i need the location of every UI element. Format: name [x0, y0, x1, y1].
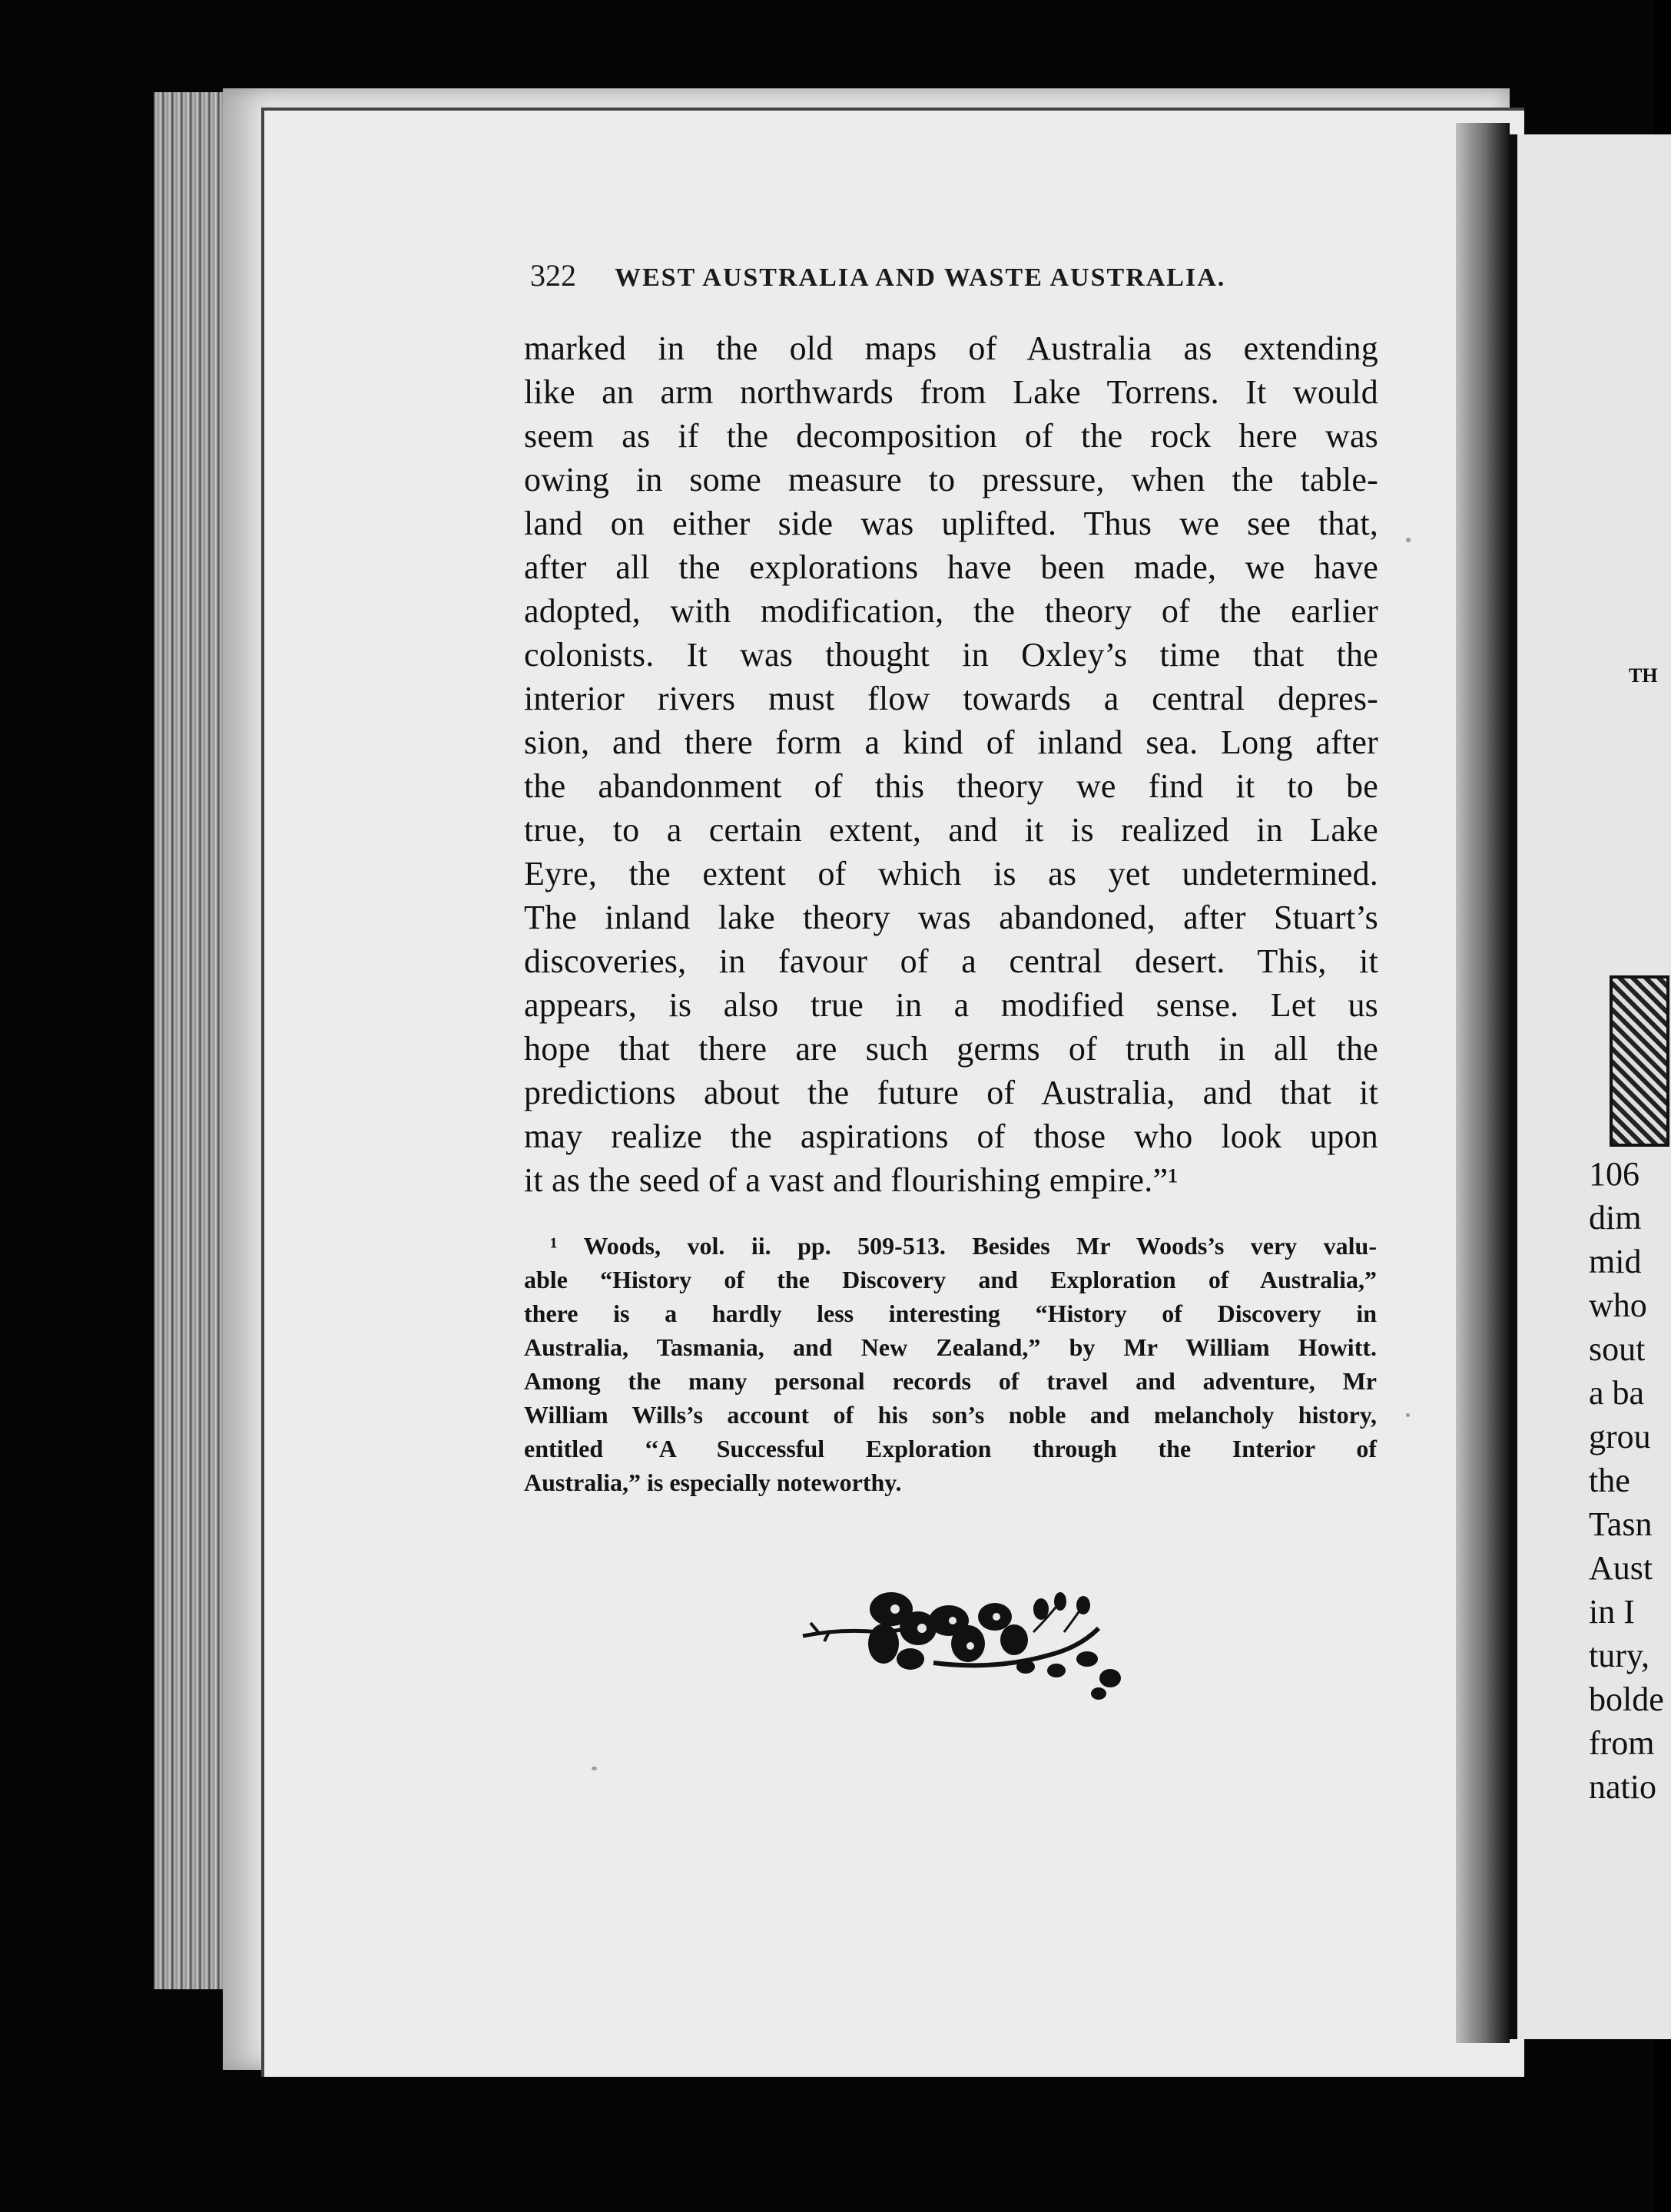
recto-text-line: 106	[1589, 1155, 1640, 1193]
body-text-line: after all the explorations have been made, we have	[524, 548, 1378, 586]
body-text-line: seem as if the decomposition of the rock here was	[524, 417, 1378, 455]
body-text-line: marked in the old maps of Australia as extending	[524, 329, 1378, 367]
footnote-line: there is a hardly less interesting “History of Discovery in	[524, 1300, 1377, 1327]
body-text-line: true, to a certain extent, and it is realized in Lake	[524, 811, 1378, 849]
recto-text-line: dim	[1589, 1199, 1642, 1237]
body-text-line: sion, and there form a kind of inland sea. Long after	[524, 724, 1378, 761]
recto-text-line: tury,	[1589, 1637, 1650, 1674]
recto-text-line: bolde	[1589, 1681, 1664, 1718]
body-text	[524, 326, 1378, 1202]
body-text-line: like an arm northwards from Lake Torrens. It would	[524, 373, 1378, 411]
body-text-line: predictions about the future of Australia, and that it	[524, 1074, 1378, 1111]
body-text-line: may realize the aspirations of those who look upon	[524, 1118, 1378, 1155]
footnote-line: able “History of the Discovery and Exploration of Australia,”	[524, 1266, 1377, 1293]
running-header	[530, 257, 1225, 293]
recto-text-line: grou	[1589, 1418, 1651, 1455]
body-text-line: appears, is also true in a modified sense. Let us	[524, 986, 1378, 1024]
body-text-line: interior rivers must flow towards a central depres-	[524, 680, 1378, 717]
recto-text-fragment	[1589, 1152, 1664, 1809]
body-text-line: adopted, with modification, the theory of the earlier	[524, 592, 1378, 630]
floral-tailpiece-icon	[795, 1586, 1126, 1701]
body-text-line: hope that there are such germs of truth in all the	[524, 1030, 1378, 1068]
book-gutter	[1456, 123, 1510, 2043]
footnote-line: ¹ Woods, vol. ii. pp. 509-513. Besides Mr Woods’s very valu-	[550, 1232, 1377, 1260]
body-text-line: it as the seed of a vast and flourishing empire.”¹	[524, 1161, 1179, 1199]
body-text-line: the abandonment of this theory we find it to be	[524, 767, 1378, 805]
body-text-line: discoveries, in favour of a central desert. This, it	[524, 942, 1378, 980]
paper-speck	[1406, 538, 1411, 542]
paper-speck	[592, 1767, 597, 1770]
footnote-line: Among the many personal records of travel and adventure, Mr	[524, 1367, 1377, 1395]
recto-text-line: in I	[1589, 1593, 1635, 1631]
footnote-line: William Wills’s account of his son’s noble and melancholy history,	[524, 1401, 1377, 1429]
footnote	[524, 1229, 1377, 1499]
body-text-line: owing in some measure to pressure, when the table-	[524, 461, 1378, 498]
footnote-line: entitled ‘‘A Successful Exploration through the Interior of	[524, 1435, 1377, 1462]
recto-text-line: who	[1589, 1286, 1647, 1324]
recto-header-fragment: TH	[1629, 664, 1658, 687]
recto-text-line: mid	[1589, 1243, 1642, 1280]
recto-text-line: Aust	[1589, 1549, 1653, 1587]
running-head-title: WEST AUSTRALIA AND WASTE AUSTRALIA.	[615, 263, 1226, 292]
recto-text-line: a ba	[1589, 1374, 1645, 1412]
body-text-line: Eyre, the extent of which is as yet undetermined.	[524, 855, 1378, 892]
recto-text-line: sout	[1589, 1330, 1646, 1368]
recto-text-line: the	[1589, 1462, 1630, 1499]
recto-text-line: from	[1589, 1724, 1655, 1762]
recto-text-line: Tasn	[1589, 1505, 1653, 1543]
body-text-line: colonists. It was thought in Oxley’s time that the	[524, 636, 1378, 674]
body-text-line: land on either side was uplifted. Thus we see that,	[524, 505, 1378, 542]
footnote-line: Australia, Tasmania, and New Zealand,” by Mr William Howitt.	[524, 1333, 1377, 1361]
page-edges	[154, 92, 230, 1989]
decorated-initial-icon	[1610, 975, 1669, 1147]
footnote-line: Australia,” is especially noteworthy.	[524, 1469, 902, 1496]
recto-text-line: natio	[1589, 1768, 1656, 1806]
body-text-line: The inland lake theory was abandoned, after Stuart’s	[524, 899, 1378, 936]
page-number: 322	[530, 258, 576, 293]
paper-speck	[1406, 1413, 1410, 1417]
